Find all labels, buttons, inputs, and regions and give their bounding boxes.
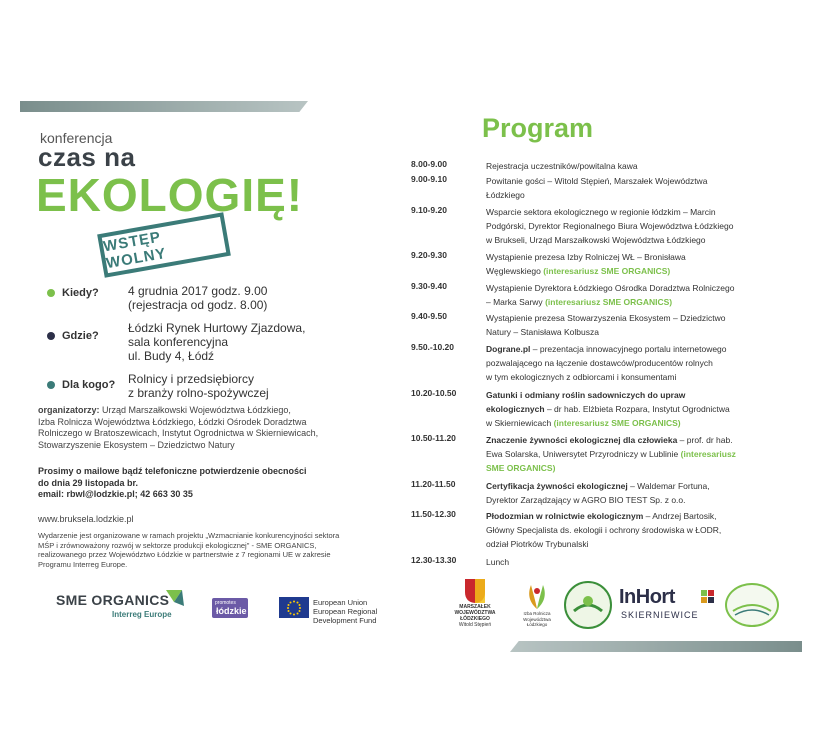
- project-note-line-3: realizowanego przez Województwo Łódzkie w partnerstwie z 7 regionami UE w zakresie: [38, 550, 331, 559]
- program-desc-line: – prof. dr hab.: [677, 435, 733, 445]
- program-desc-line: Główny Specjalista ds. ekologii i ochrony środowiska w ŁODR,: [486, 525, 722, 535]
- program-desc-line: Wystąpienie prezesa Stowarzyszenia Ekosystem – Dziedzictwo: [486, 313, 726, 323]
- program-desc-bold: Gatunki i odmiany roślin sadowniczych do upraw: [486, 390, 686, 400]
- program-desc-line: w Brukseli, Urząd Marszałkowski Województwa Łódzkiego: [486, 235, 706, 245]
- rsvp-contact: email: rbwl@lodzkie.pl; 42 663 30 35: [38, 489, 193, 499]
- where-label: Gdzie?: [62, 330, 99, 342]
- program-time: 9.30-9.40: [411, 281, 447, 291]
- program-time: 9.00-9.10: [411, 174, 447, 184]
- bullet-dot-teal: [47, 381, 55, 389]
- program-desc-line: w tym ekologicznych z odbiorcami i konsumentami: [486, 372, 677, 382]
- project-note-line-2: MŚP i zrównoważony rozwój w sektorze produkcji ekologicznej" - SME ORGANICS,: [38, 540, 317, 550]
- program-desc: [486, 311, 771, 339]
- program-desc-bold: ekologicznych: [486, 404, 545, 414]
- marszalek-line-2: WOJEWÓDZTWA ŁÓDZKIEGO: [454, 610, 496, 622]
- program-desc-line: odział Piotrków Trybunalski: [486, 539, 589, 549]
- eu-line-2: European Regional: [313, 607, 378, 616]
- program-desc-line: – dr hab. Elżbieta Rozpara, Instytut Ogrodnictwa: [544, 404, 730, 414]
- inhort-squares-icon: [701, 590, 715, 604]
- conference-label: konferencja: [40, 130, 113, 146]
- izba-rolnicza-logo: [514, 581, 560, 627]
- ekosystem-logo: [725, 583, 779, 627]
- program-desc-line: Lunch: [486, 557, 510, 567]
- program-time: 9.10-9.20: [411, 205, 447, 215]
- bottom-decorative-band: [510, 641, 802, 652]
- stakeholder-tag: (interesariusz SME ORGANICS): [543, 266, 671, 276]
- when-value-1: 4 grudnia 2017 godz. 9.00: [128, 284, 268, 298]
- izba-line-2: Województwa Łódzkiego: [523, 616, 551, 627]
- program-time: 11.50-12.30: [411, 509, 456, 519]
- where-value-2: sala konferencyjna: [128, 335, 229, 349]
- organizers-line-2: Izba Rolnicza Województwa Łódzkiego, Łódzki Ośrodek Doradztwa: [38, 416, 307, 427]
- program-desc-bold: Certyfikacja żywności ekologicznej: [486, 481, 628, 491]
- when-value-2: (rejestracja od godz. 8.00): [128, 298, 268, 312]
- program-time: 9.20-9.30: [411, 250, 447, 260]
- where-value-1: Łódzki Rynek Hurtowy Zjazdowa,: [128, 321, 306, 335]
- program-desc-line: w Skierniewicach: [486, 418, 552, 428]
- eu-flag-icon: [279, 597, 309, 618]
- interreg-text: Interreg Europe: [112, 610, 172, 619]
- coat-of-arms-icon: [464, 578, 486, 604]
- program-desc: [486, 433, 771, 475]
- free-entry-stamp: WSTĘP WOLNY: [97, 212, 231, 278]
- for-whom-value-2: z branży rolno-spożywczej: [128, 386, 269, 400]
- program-desc-line: Wystąpienie prezesa Izby Rolniczej WŁ – Bronisława: [486, 252, 686, 262]
- program-desc-line: Ewa Solarska, Uniwersytet Przyrodniczy w Lublinie: [486, 449, 679, 459]
- program-desc-bold: Płodozmian w rolnictwie ekologicznym: [486, 511, 644, 521]
- program-desc: [486, 342, 771, 384]
- program-time: 10.50-11.20: [411, 433, 456, 443]
- promotes-lodzkie-logo: [212, 598, 248, 618]
- stakeholder-tag: (interesariusz SME ORGANICS): [553, 418, 681, 428]
- program-desc: [486, 174, 771, 202]
- for-whom-value-1: Rolnicy i przedsiębiorcy: [128, 372, 255, 386]
- program-time: 12.30-13.30: [411, 555, 457, 565]
- sme-organics-logo: [56, 586, 186, 626]
- wheat-icon: [522, 581, 552, 611]
- project-note-line-4: Programu Interreg Europe.: [38, 559, 128, 569]
- organizers-line-3: Rolniczego w Bratoszewicach, Instytut Ogrodnictwa w Skierniewicach,: [38, 428, 319, 438]
- program-desc-line: – prezentacja innowacyjnego portalu internetowego: [530, 344, 727, 354]
- inhort-logo: [619, 586, 717, 622]
- organizers-label: organizatorzy:: [38, 405, 100, 415]
- marszalek-logo: [440, 578, 510, 632]
- project-note-line-1: Wydarzenie jest organizowane w ramach projektu „Wzmacnianie konkurencyjności sektora: [38, 531, 340, 540]
- program-desc-line: – Andrzej Bartosik,: [643, 511, 717, 521]
- ekosystem-landscape-icon: [727, 585, 777, 625]
- website-link[interactable]: www.bruksela.lodzkie.pl: [38, 514, 134, 524]
- eu-fund-text: [313, 598, 377, 625]
- lodr-emblem-icon: [566, 583, 610, 627]
- eu-line-1: European Union: [313, 598, 368, 607]
- program-desc-line: Rejestracja uczestników/powitalna kawa: [486, 161, 638, 171]
- bullet-dot-navy: [47, 332, 55, 340]
- program-desc-bold: Znaczenie żywności ekologicznej dla człowieka: [486, 435, 678, 445]
- title-line-2: EKOLOGIĘ!: [36, 169, 304, 221]
- organizers-block: [38, 405, 368, 451]
- inhort-text: InHort: [619, 586, 675, 608]
- lodr-logo: [564, 581, 612, 629]
- program-desc: [486, 159, 771, 173]
- program-time: 10.20-10.50: [411, 388, 457, 398]
- skierniewice-text: SKIERNIEWICE: [621, 610, 699, 620]
- program-desc: [486, 479, 771, 507]
- eu-line-3: Development Fund: [313, 616, 377, 625]
- program-desc: [486, 388, 771, 430]
- title-line-1: czas na: [38, 142, 136, 172]
- stakeholder-tag: (interesariusz SME ORGANICS): [545, 297, 673, 307]
- program-desc: [486, 281, 771, 309]
- program-desc-line: Łódzkiego: [486, 190, 525, 200]
- program-desc-line: Powitanie gości – Witold Stępień, Marszałek Województwa: [486, 176, 708, 186]
- bullet-dot-green: [47, 289, 55, 297]
- stakeholder-tag: SME ORGANICS): [486, 463, 556, 473]
- top-decorative-band: [20, 101, 308, 112]
- program-time: 9.50.-10.20: [411, 342, 455, 352]
- lodzkie-text: łódzkie: [216, 606, 247, 616]
- rsvp-block: [38, 466, 368, 501]
- promotes-text: promotes: [215, 600, 236, 606]
- izba-line-1: Izba Rolnicza: [523, 611, 551, 616]
- program-desc-line: Dyrektor Zarządzający w AGRO BIO TEST Sp. z o.o.: [486, 495, 686, 505]
- program-desc-line: Węglewskiego: [486, 266, 541, 276]
- rsvp-line-1: Prosimy o mailowe bądź telefoniczne potwierdzenie obecności: [38, 466, 307, 476]
- marszalek-line-1: MARSZAŁEK: [459, 604, 491, 610]
- organizers-line-1: Urząd Marszałkowski Województwa Łódzkiego,: [99, 405, 291, 415]
- organizers-line-4: Stowarzyszenie Ekosystem – Dziedzictwo Natury: [38, 439, 235, 450]
- eu-stars-icon: [279, 597, 309, 618]
- sme-organics-text: SME ORGANICS: [56, 592, 170, 608]
- program-title: Program: [482, 113, 594, 143]
- where-value-3: ul. Budy 4, Łódź: [128, 349, 215, 363]
- program-time: 8.00-9.00: [411, 159, 447, 169]
- program-desc: [486, 555, 771, 569]
- program-desc-line: Wsparcie sektora ekologicznego w regionie łódzkim – Marcin: [486, 207, 716, 217]
- program-desc: [486, 250, 771, 278]
- when-label: Kiedy?: [62, 287, 99, 299]
- program-desc-line: pozwalającego na łączenie dostawców/producentów rolnych: [486, 358, 713, 368]
- program-desc-line: – Waldemar Fortuna,: [627, 481, 710, 491]
- program-desc-bold: Dograne.pl: [486, 344, 531, 354]
- rsvp-line-2: do dnia 29 listopada br.: [38, 477, 139, 488]
- program-time: 11.20-11.50: [411, 479, 456, 489]
- stakeholder-tag: (interesariusz: [680, 449, 736, 459]
- program-desc-line: – Marka Sarwy: [486, 297, 543, 307]
- marszalek-line-3: Witold Stępień: [458, 622, 492, 628]
- program-desc-line: Wystąpienie Dyrektora Łódzkiego Ośrodka Doradztwa Rolniczego: [486, 283, 735, 293]
- program-desc: [486, 509, 771, 551]
- program-desc-line: Podgórski, Dyrektor Regionalnego Biura Województwa Łódzkiego: [486, 221, 734, 231]
- project-note: [38, 531, 390, 569]
- for-whom-label: Dla kogo?: [62, 379, 116, 391]
- program-desc: [486, 205, 771, 247]
- program-time: 9.40-9.50: [411, 311, 447, 321]
- program-desc-line: Natury – Stanisława Kolbusza: [486, 327, 599, 337]
